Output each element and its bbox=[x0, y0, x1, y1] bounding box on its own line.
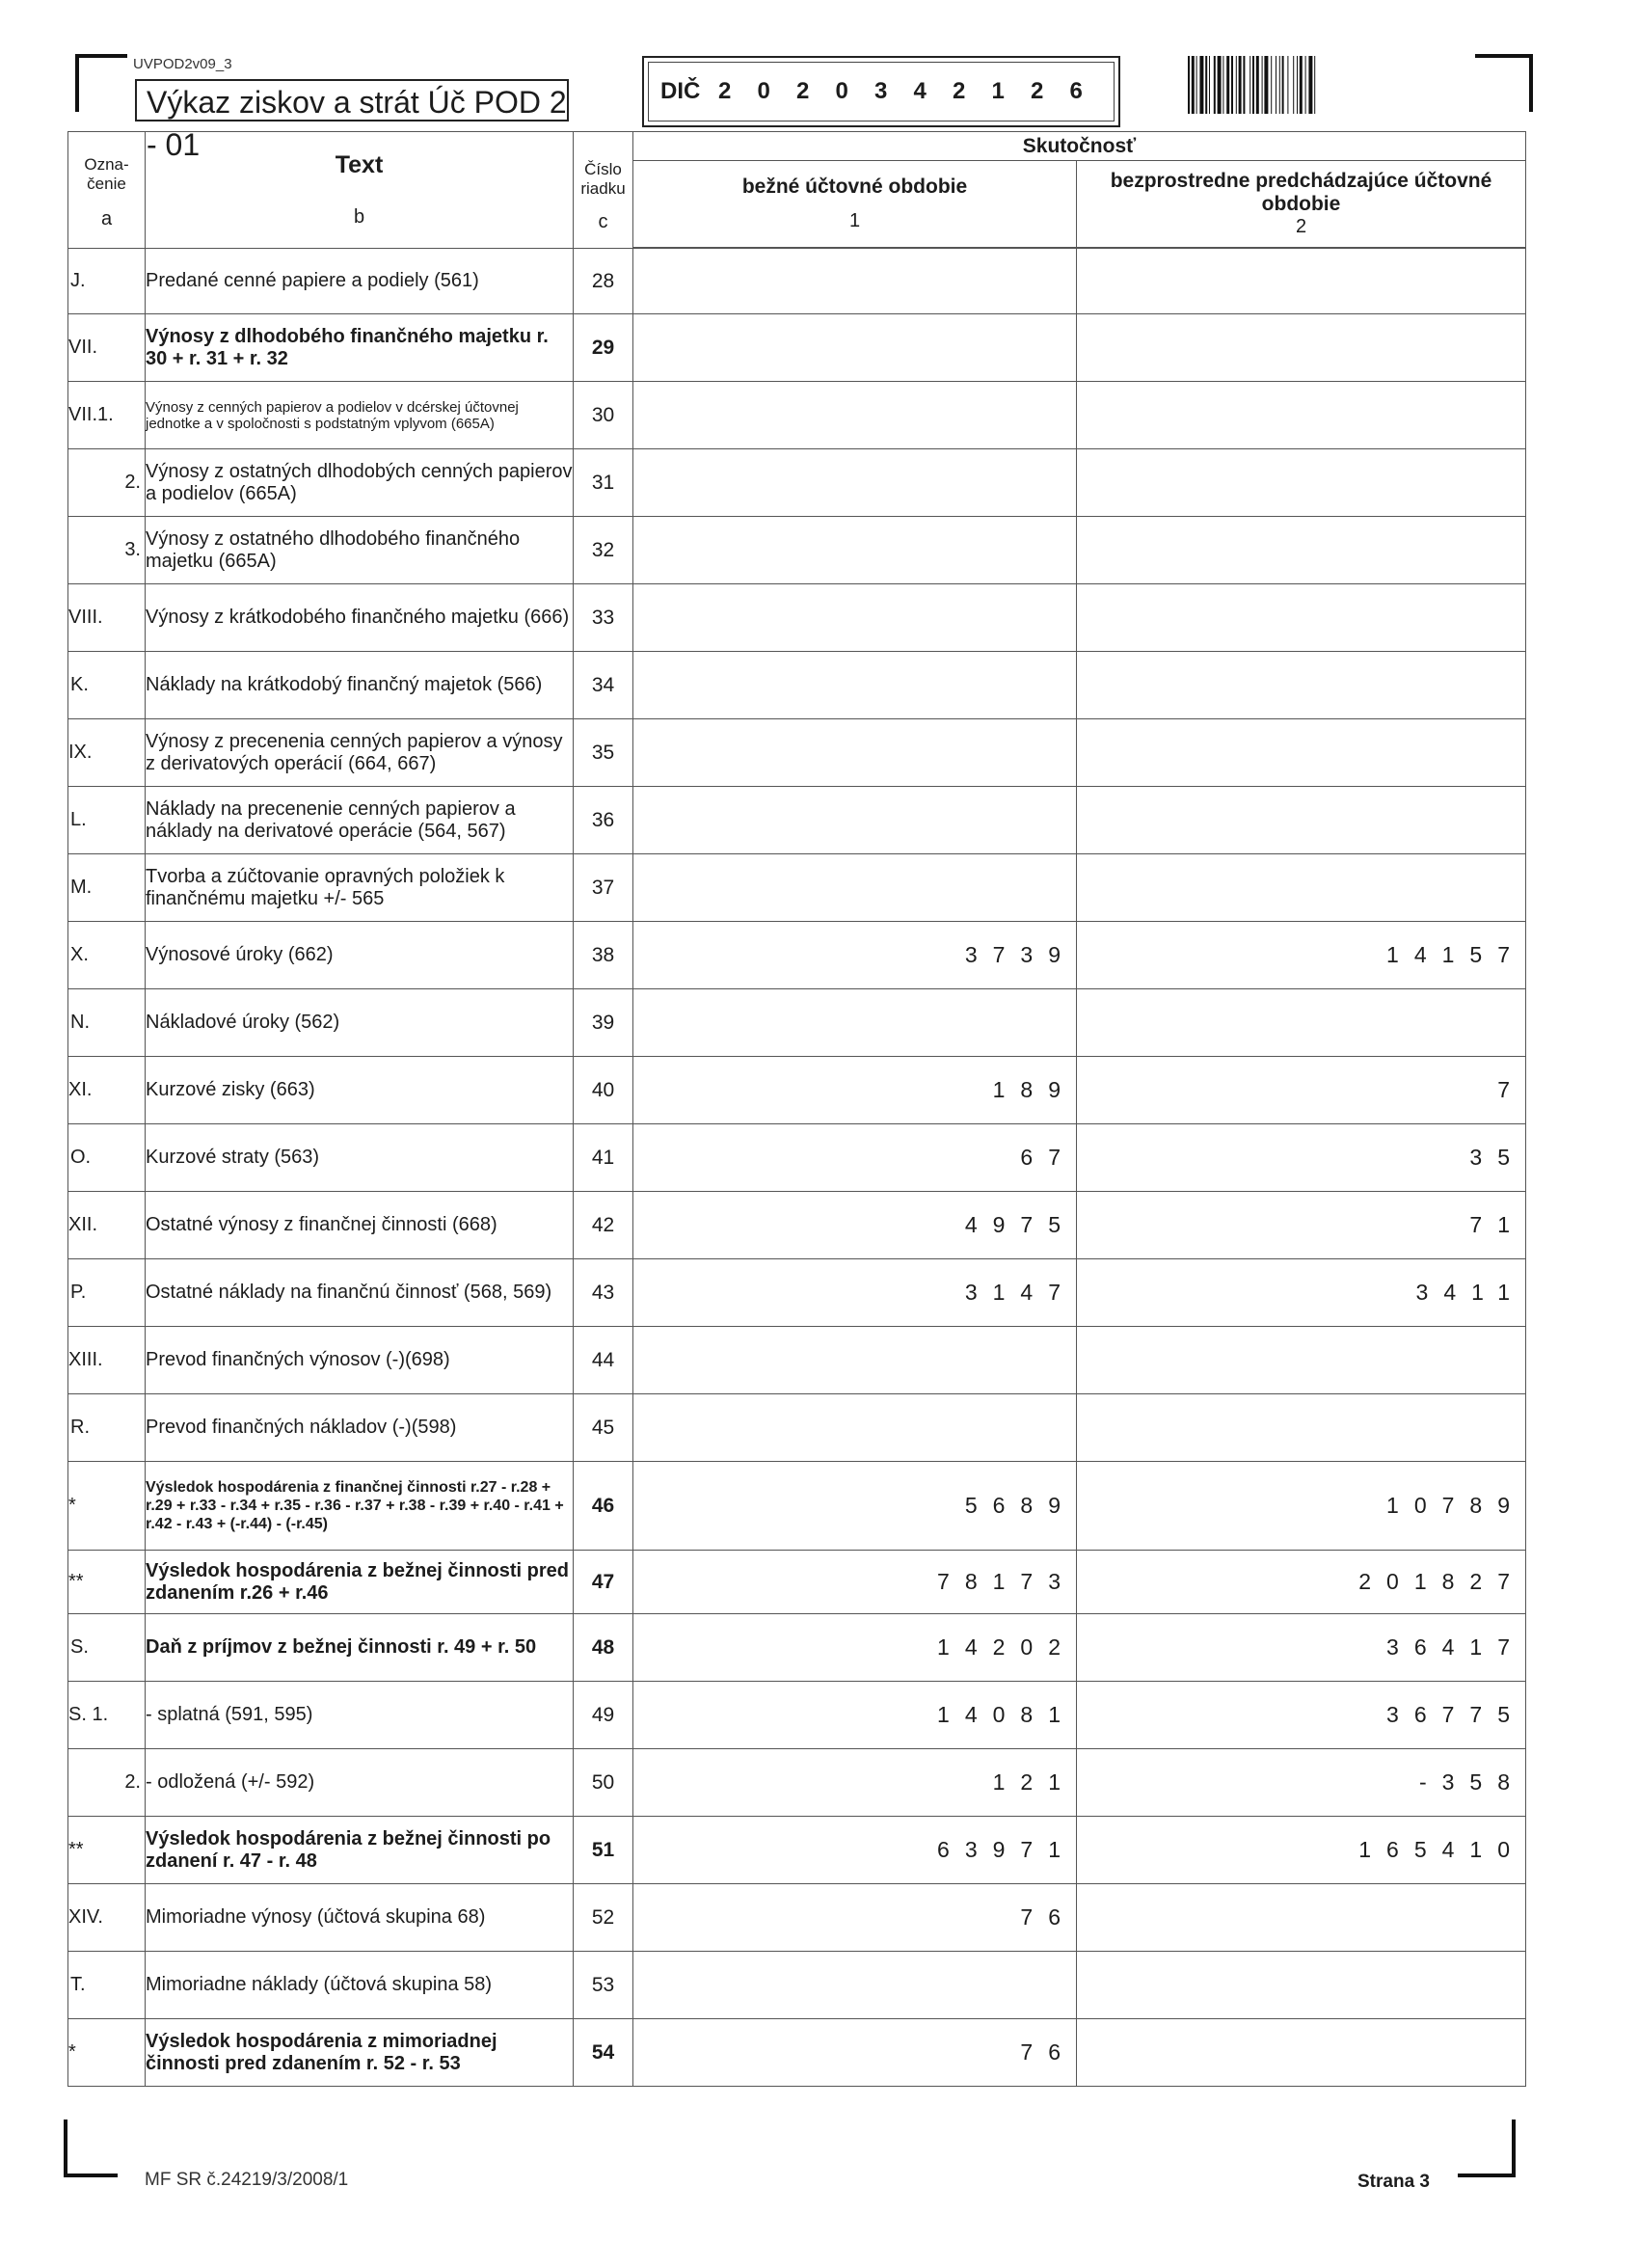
row-label: Tvorba a zúčtovanie opravných položiek k finančnému majetku +/- 565 bbox=[146, 854, 574, 922]
row-label: Výnosy z precenenia cenných papierov a výnosy z derivatových operácií (664, 667) bbox=[146, 719, 574, 787]
row-label: Predané cenné papiere a podiely (561) bbox=[146, 249, 574, 314]
value-current-period: 76 bbox=[633, 1884, 1077, 1952]
corner-mark-bottom-right-v bbox=[1512, 2120, 1516, 2177]
table-row bbox=[68, 249, 1526, 314]
header-col-1: bežné účtovné obdobie 1 bbox=[633, 161, 1077, 248]
value-previous-period bbox=[1077, 382, 1526, 449]
row-number: 29 bbox=[574, 314, 633, 382]
value-current-period: 76 bbox=[633, 2019, 1077, 2087]
value-current-period bbox=[633, 719, 1077, 787]
row-number: 48 bbox=[574, 1614, 633, 1682]
table-row bbox=[68, 1462, 1526, 1551]
value-current-period: 78173 bbox=[633, 1551, 1077, 1614]
dic-digit: 6 bbox=[1069, 78, 1083, 104]
row-label: Prevod finančných výnosov (-)(698) bbox=[146, 1327, 574, 1394]
value-current-period: 189 bbox=[633, 1057, 1077, 1124]
table-row bbox=[68, 1884, 1526, 1952]
row-number: 32 bbox=[574, 517, 633, 584]
corner-mark-top-right-h bbox=[1475, 54, 1533, 58]
row-label: Výnosové úroky (662) bbox=[146, 922, 574, 989]
row-number: 31 bbox=[574, 449, 633, 517]
row-number: 52 bbox=[574, 1884, 633, 1952]
header-col-a: Ozna- čenie a bbox=[68, 132, 146, 249]
value-previous-period bbox=[1077, 314, 1526, 382]
table-row bbox=[68, 1057, 1526, 1124]
value-previous-period: 10789 bbox=[1077, 1462, 1526, 1551]
value-previous-period bbox=[1077, 1884, 1526, 1952]
dic-digit: 2 bbox=[953, 78, 966, 104]
value-previous-period: 71 bbox=[1077, 1192, 1526, 1259]
table-row bbox=[68, 2019, 1526, 2087]
value-current-period bbox=[633, 787, 1077, 854]
table-row bbox=[68, 787, 1526, 854]
row-mark: 2. bbox=[68, 449, 146, 517]
value-current-period: 3147 bbox=[633, 1259, 1077, 1327]
dic-digit: 2 bbox=[1031, 78, 1044, 104]
table-row bbox=[68, 517, 1526, 584]
row-mark: IX. bbox=[68, 719, 146, 787]
value-current-period bbox=[633, 382, 1077, 449]
value-previous-period bbox=[1077, 584, 1526, 652]
table-row bbox=[68, 1614, 1526, 1682]
table-row bbox=[68, 1259, 1526, 1327]
table-row bbox=[68, 1551, 1526, 1614]
footer-regulation: MF SR č.24219/3/2008/1 bbox=[145, 2170, 349, 2190]
value-previous-period bbox=[1077, 854, 1526, 922]
row-mark: S. bbox=[68, 1614, 146, 1682]
row-label: Výnosy z krátkodobého finančného majetku (666) bbox=[146, 584, 574, 652]
dic-digit: 1 bbox=[991, 78, 1005, 104]
row-mark: XIV. bbox=[68, 1884, 146, 1952]
row-label: Kurzové straty (563) bbox=[146, 1124, 574, 1192]
row-label: Mimoriadne výnosy (účtová skupina 68) bbox=[146, 1884, 574, 1952]
row-label: Ostatné náklady na finančnú činnosť (568, 569) bbox=[146, 1259, 574, 1327]
table-row bbox=[68, 1327, 1526, 1394]
row-number: 36 bbox=[574, 787, 633, 854]
row-number: 33 bbox=[574, 584, 633, 652]
value-current-period: 67 bbox=[633, 1124, 1077, 1192]
dic-label: DIČ bbox=[660, 78, 701, 104]
value-current-period bbox=[633, 854, 1077, 922]
corner-mark-top-left-v bbox=[75, 54, 79, 112]
value-current-period: 4975 bbox=[633, 1192, 1077, 1259]
row-number: 45 bbox=[574, 1394, 633, 1462]
row-mark: 2. bbox=[68, 1749, 146, 1817]
value-current-period bbox=[633, 517, 1077, 584]
table-row bbox=[68, 584, 1526, 652]
row-mark: VIII. bbox=[68, 584, 146, 652]
value-previous-period bbox=[1077, 517, 1526, 584]
table-row bbox=[68, 1192, 1526, 1259]
row-mark: M. bbox=[68, 854, 146, 922]
value-current-period bbox=[633, 449, 1077, 517]
row-mark: L. bbox=[68, 787, 146, 854]
value-previous-period bbox=[1077, 1952, 1526, 2019]
row-number: 35 bbox=[574, 719, 633, 787]
dic-box bbox=[642, 56, 1120, 127]
row-mark: X. bbox=[68, 922, 146, 989]
row-label: Ostatné výnosy z finančnej činnosti (668) bbox=[146, 1192, 574, 1259]
table-row bbox=[68, 1952, 1526, 2019]
row-label: Prevod finančných nákladov (-)(598) bbox=[146, 1394, 574, 1462]
row-label: Náklady na precenenie cenných papierov a náklady na derivatové operácie (564, 567) bbox=[146, 787, 574, 854]
value-previous-period bbox=[1077, 989, 1526, 1057]
row-mark: VII.1. bbox=[68, 382, 146, 449]
dic-digit: 0 bbox=[757, 78, 770, 104]
value-current-period: 14202 bbox=[633, 1614, 1077, 1682]
form-code: UVPOD2v09_3 bbox=[133, 56, 232, 72]
row-number: 54 bbox=[574, 2019, 633, 2087]
row-mark: T. bbox=[68, 1952, 146, 2019]
form-title: Výkaz ziskov a strát Úč POD 2 - 01 bbox=[135, 79, 569, 122]
table-row bbox=[68, 1124, 1526, 1192]
row-number: 44 bbox=[574, 1327, 633, 1394]
row-mark: ** bbox=[68, 1817, 146, 1884]
row-label: Kurzové zisky (663) bbox=[146, 1057, 574, 1124]
row-mark: N. bbox=[68, 989, 146, 1057]
dic-digit: 2 bbox=[796, 78, 810, 104]
value-current-period bbox=[633, 989, 1077, 1057]
value-current-period bbox=[633, 249, 1077, 314]
value-previous-period bbox=[1077, 652, 1526, 719]
table-row bbox=[68, 314, 1526, 382]
row-number: 37 bbox=[574, 854, 633, 922]
table-row bbox=[68, 719, 1526, 787]
value-current-period: 63971 bbox=[633, 1817, 1077, 1884]
row-number: 50 bbox=[574, 1749, 633, 1817]
row-label: Výsledok hospodárenia z mimoriadnej činnosti pred zdanením r. 52 - r. 53 bbox=[146, 2019, 574, 2087]
row-mark: S. 1. bbox=[68, 1682, 146, 1749]
value-previous-period bbox=[1077, 787, 1526, 854]
value-previous-period: -358 bbox=[1077, 1749, 1526, 1817]
row-mark: P. bbox=[68, 1259, 146, 1327]
row-label: Výnosy z ostatných dlhodobých cenných papierov a podielov (665A) bbox=[146, 449, 574, 517]
row-label: Výnosy z ostatného dlhodobého finančného majetku (665A) bbox=[146, 517, 574, 584]
row-label: Výnosy z cenných papierov a podielov v dcérskej účtovnej jednotke a v spoločnosti s podstatným vplyvom (665A) bbox=[146, 382, 574, 449]
value-previous-period: 165410 bbox=[1077, 1817, 1526, 1884]
corner-mark-top-right-v bbox=[1529, 54, 1533, 112]
row-mark: * bbox=[68, 2019, 146, 2087]
row-label: - odložená (+/- 592) bbox=[146, 1749, 574, 1817]
value-previous-period: 36775 bbox=[1077, 1682, 1526, 1749]
value-previous-period: 201827 bbox=[1077, 1551, 1526, 1614]
row-number: 34 bbox=[574, 652, 633, 719]
value-previous-period bbox=[1077, 719, 1526, 787]
row-number: 28 bbox=[574, 249, 633, 314]
value-current-period: 121 bbox=[633, 1749, 1077, 1817]
row-mark: XII. bbox=[68, 1192, 146, 1259]
row-label: Výsledok hospodárenia z bežnej činnosti pred zdanením r.26 + r.46 bbox=[146, 1551, 574, 1614]
table-row bbox=[68, 652, 1526, 719]
table-row bbox=[68, 989, 1526, 1057]
row-number: 40 bbox=[574, 1057, 633, 1124]
footer-page-number: Strana 3 bbox=[1357, 2172, 1430, 2192]
corner-mark-top-left-h bbox=[75, 54, 127, 58]
row-mark: * bbox=[68, 1462, 146, 1551]
value-current-period bbox=[633, 652, 1077, 719]
row-number: 38 bbox=[574, 922, 633, 989]
row-label: Nákladové úroky (562) bbox=[146, 989, 574, 1057]
row-number: 30 bbox=[574, 382, 633, 449]
header-col-c: Číslo riadku c bbox=[574, 132, 633, 249]
table-row bbox=[68, 1394, 1526, 1462]
row-label: Výnosy z dlhodobého finančného majetku r. 30 + r. 31 + r. 32 bbox=[146, 314, 574, 382]
header-skutocnost: Skutočnosť bbox=[633, 132, 1526, 161]
table-row bbox=[68, 449, 1526, 517]
row-number: 49 bbox=[574, 1682, 633, 1749]
row-mark: R. bbox=[68, 1394, 146, 1462]
value-previous-period: 7 bbox=[1077, 1057, 1526, 1124]
row-mark: O. bbox=[68, 1124, 146, 1192]
income-statement-table bbox=[67, 131, 1526, 2087]
table-row bbox=[68, 1817, 1526, 1884]
value-current-period bbox=[633, 1327, 1077, 1394]
value-previous-period bbox=[1077, 1327, 1526, 1394]
value-previous-period: 36417 bbox=[1077, 1614, 1526, 1682]
value-previous-period bbox=[1077, 249, 1526, 314]
row-number: 41 bbox=[574, 1124, 633, 1192]
dic-digit: 3 bbox=[874, 78, 888, 104]
row-number: 46 bbox=[574, 1462, 633, 1551]
table-row bbox=[68, 1749, 1526, 1817]
row-mark: 3. bbox=[68, 517, 146, 584]
row-mark: XIII. bbox=[68, 1327, 146, 1394]
row-label: Daň z príjmov z bežnej činnosti r. 49 + r. 50 bbox=[146, 1614, 574, 1682]
corner-mark-bottom-left-h bbox=[64, 2174, 118, 2177]
value-previous-period bbox=[1077, 1394, 1526, 1462]
value-previous-period bbox=[1077, 2019, 1526, 2087]
dic-digit: 2 bbox=[718, 78, 732, 104]
row-number: 39 bbox=[574, 989, 633, 1057]
value-current-period bbox=[633, 584, 1077, 652]
row-mark: J. bbox=[68, 249, 146, 314]
value-current-period: 3739 bbox=[633, 922, 1077, 989]
dic-digit: 0 bbox=[835, 78, 848, 104]
row-number: 51 bbox=[574, 1817, 633, 1884]
row-label: Mimoriadne náklady (účtová skupina 58) bbox=[146, 1952, 574, 2019]
header-col-2: bezprostredne predchádzajúce účtovné obdobie 2 bbox=[1077, 161, 1526, 248]
value-current-period: 14081 bbox=[633, 1682, 1077, 1749]
row-label: Výsledok hospodárenia z bežnej činnosti po zdanení r. 47 - r. 48 bbox=[146, 1817, 574, 1884]
header-col-b: Text b bbox=[146, 132, 574, 249]
row-number: 43 bbox=[574, 1259, 633, 1327]
value-previous-period: 14157 bbox=[1077, 922, 1526, 989]
corner-mark-bottom-right-h bbox=[1458, 2174, 1516, 2177]
row-mark: K. bbox=[68, 652, 146, 719]
value-current-period bbox=[633, 314, 1077, 382]
barcode-icon bbox=[1186, 56, 1431, 114]
value-previous-period: 3411 bbox=[1077, 1259, 1526, 1327]
dic-digit: 4 bbox=[913, 78, 927, 104]
corner-mark-bottom-left-v bbox=[64, 2120, 67, 2177]
value-previous-period bbox=[1077, 449, 1526, 517]
row-number: 42 bbox=[574, 1192, 633, 1259]
table-row bbox=[68, 1682, 1526, 1749]
value-previous-period: 35 bbox=[1077, 1124, 1526, 1192]
value-current-period: 5689 bbox=[633, 1462, 1077, 1551]
row-number: 53 bbox=[574, 1952, 633, 2019]
dic-digits bbox=[718, 78, 1109, 105]
table-row bbox=[68, 922, 1526, 989]
row-label: Výsledok hospodárenia z finančnej činnosti r.27 - r.28 + r.29 + r.33 - r.34 + r.35 - r.36 - r.37 + r.38 - r.39 + r.40 - r.41 + r.42 - r.43 + (-r.44) - (-r.45) bbox=[146, 1462, 574, 1551]
value-current-period bbox=[633, 1394, 1077, 1462]
row-number: 47 bbox=[574, 1551, 633, 1614]
row-label: - splatná (591, 595) bbox=[146, 1682, 574, 1749]
row-mark: XI. bbox=[68, 1057, 146, 1124]
row-mark: ** bbox=[68, 1551, 146, 1614]
table-row bbox=[68, 854, 1526, 922]
table-row bbox=[68, 382, 1526, 449]
row-mark: VII. bbox=[68, 314, 146, 382]
value-current-period bbox=[633, 1952, 1077, 2019]
header-row-top bbox=[68, 132, 1526, 161]
row-label: Náklady na krátkodobý finančný majetok (566) bbox=[146, 652, 574, 719]
